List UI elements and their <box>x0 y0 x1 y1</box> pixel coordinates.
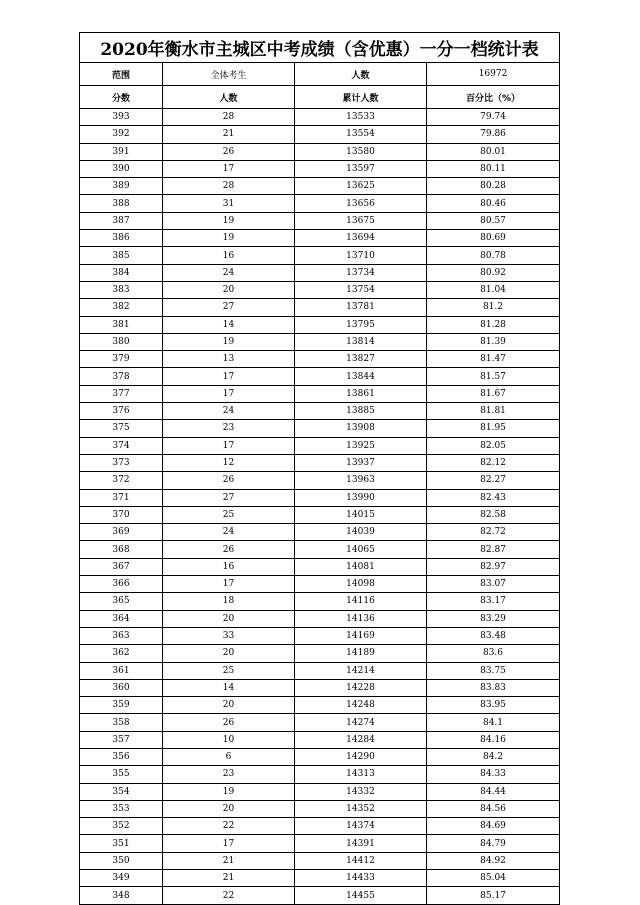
cell-percent: 82.97 <box>427 558 560 575</box>
cell-score: 370 <box>80 506 163 523</box>
score-distribution-table <box>79 32 560 905</box>
cell-score: 390 <box>80 160 163 177</box>
table-row <box>80 887 560 904</box>
cell-count: 23 <box>163 766 295 783</box>
table-row <box>80 731 560 748</box>
cell-percent: 80.28 <box>427 178 560 195</box>
cell-score: 385 <box>80 247 163 264</box>
cell-cumulative: 14189 <box>295 645 427 662</box>
cell-percent: 83.83 <box>427 679 560 696</box>
range-label: 范围 <box>80 63 163 86</box>
cell-cumulative: 13656 <box>295 195 427 212</box>
cell-score: 393 <box>80 109 163 126</box>
cell-score: 350 <box>80 852 163 869</box>
table-row <box>80 870 560 887</box>
cell-percent: 82.12 <box>427 454 560 471</box>
cell-count: 22 <box>163 887 295 904</box>
title-row <box>80 33 560 63</box>
cell-score: 354 <box>80 783 163 800</box>
cell-score: 387 <box>80 212 163 229</box>
cell-percent: 79.74 <box>427 109 560 126</box>
cell-cumulative: 14169 <box>295 627 427 644</box>
cell-count: 19 <box>163 333 295 350</box>
cell-count: 21 <box>163 852 295 869</box>
cell-count: 17 <box>163 437 295 454</box>
column-header-score: 分数 <box>80 86 163 109</box>
cell-cumulative: 14374 <box>295 818 427 835</box>
table-row <box>80 714 560 731</box>
table-row <box>80 385 560 402</box>
cell-cumulative: 13861 <box>295 385 427 402</box>
cell-percent: 84.1 <box>427 714 560 731</box>
cell-percent: 82.87 <box>427 541 560 558</box>
cell-percent: 84.79 <box>427 835 560 852</box>
cell-score: 391 <box>80 143 163 160</box>
cell-percent: 82.05 <box>427 437 560 454</box>
cell-percent: 84.2 <box>427 748 560 765</box>
column-header-cumulative: 累计人数 <box>295 86 427 109</box>
table-row <box>80 264 560 281</box>
cell-score: 364 <box>80 610 163 627</box>
table-title: 2020年衡水市主城区中考成绩（含优惠）一分一档统计表 <box>80 33 560 63</box>
table-row <box>80 403 560 420</box>
cell-percent: 84.56 <box>427 800 560 817</box>
cell-percent: 85.04 <box>427 870 560 887</box>
cell-cumulative: 14313 <box>295 766 427 783</box>
cell-count: 13 <box>163 351 295 368</box>
cell-cumulative: 13827 <box>295 351 427 368</box>
table-row <box>80 437 560 454</box>
cell-percent: 81.2 <box>427 299 560 316</box>
cell-percent: 80.78 <box>427 247 560 264</box>
table-row <box>80 178 560 195</box>
cell-count: 22 <box>163 818 295 835</box>
cell-score: 355 <box>80 766 163 783</box>
cell-count: 24 <box>163 524 295 541</box>
table-row <box>80 627 560 644</box>
cell-count: 18 <box>163 593 295 610</box>
cell-percent: 83.6 <box>427 645 560 662</box>
cell-cumulative: 14136 <box>295 610 427 627</box>
cell-count: 25 <box>163 662 295 679</box>
table-row <box>80 126 560 143</box>
cell-cumulative: 13925 <box>295 437 427 454</box>
cell-percent: 80.01 <box>427 143 560 160</box>
table-row <box>80 489 560 506</box>
cell-score: 373 <box>80 454 163 471</box>
cell-percent: 83.75 <box>427 662 560 679</box>
cell-count: 27 <box>163 489 295 506</box>
table-row <box>80 524 560 541</box>
table-row <box>80 316 560 333</box>
cell-cumulative: 13554 <box>295 126 427 143</box>
cell-cumulative: 13625 <box>295 178 427 195</box>
cell-cumulative: 13580 <box>295 143 427 160</box>
cell-count: 20 <box>163 697 295 714</box>
cell-percent: 79.86 <box>427 126 560 143</box>
cell-cumulative: 13963 <box>295 472 427 489</box>
table-row <box>80 160 560 177</box>
cell-score: 379 <box>80 351 163 368</box>
cell-cumulative: 14015 <box>295 506 427 523</box>
cell-count: 26 <box>163 143 295 160</box>
cell-score: 384 <box>80 264 163 281</box>
cell-count: 20 <box>163 610 295 627</box>
cell-percent: 81.39 <box>427 333 560 350</box>
cell-count: 27 <box>163 299 295 316</box>
cell-percent: 85.17 <box>427 887 560 904</box>
table-row <box>80 247 560 264</box>
cell-cumulative: 13710 <box>295 247 427 264</box>
cell-cumulative: 13694 <box>295 230 427 247</box>
cell-score: 381 <box>80 316 163 333</box>
cell-score: 383 <box>80 281 163 298</box>
cell-percent: 81.28 <box>427 316 560 333</box>
count-label: 人数 <box>295 63 427 86</box>
range-value: 全体考生 <box>163 63 295 86</box>
cell-count: 24 <box>163 403 295 420</box>
cell-score: 360 <box>80 679 163 696</box>
table-row <box>80 230 560 247</box>
cell-cumulative: 14332 <box>295 783 427 800</box>
cell-percent: 81.67 <box>427 385 560 402</box>
table-row <box>80 420 560 437</box>
cell-count: 19 <box>163 783 295 800</box>
cell-count: 25 <box>163 506 295 523</box>
cell-cumulative: 13844 <box>295 368 427 385</box>
cell-count: 24 <box>163 264 295 281</box>
cell-percent: 80.46 <box>427 195 560 212</box>
cell-percent: 84.69 <box>427 818 560 835</box>
cell-cumulative: 13734 <box>295 264 427 281</box>
meta-row <box>80 63 560 86</box>
cell-cumulative: 13754 <box>295 281 427 298</box>
cell-percent: 83.17 <box>427 593 560 610</box>
column-header-count: 人数 <box>163 86 295 109</box>
cell-score: 363 <box>80 627 163 644</box>
cell-count: 17 <box>163 835 295 852</box>
cell-cumulative: 14352 <box>295 800 427 817</box>
cell-count: 14 <box>163 316 295 333</box>
table-row <box>80 506 560 523</box>
cell-count: 20 <box>163 800 295 817</box>
cell-percent: 84.92 <box>427 852 560 869</box>
cell-count: 26 <box>163 472 295 489</box>
cell-percent: 81.95 <box>427 420 560 437</box>
table-row <box>80 697 560 714</box>
cell-count: 20 <box>163 645 295 662</box>
cell-cumulative: 13781 <box>295 299 427 316</box>
cell-percent: 83.48 <box>427 627 560 644</box>
cell-percent: 84.44 <box>427 783 560 800</box>
table-row <box>80 766 560 783</box>
cell-cumulative: 13533 <box>295 109 427 126</box>
cell-count: 26 <box>163 714 295 731</box>
cell-score: 349 <box>80 870 163 887</box>
cell-count: 33 <box>163 627 295 644</box>
table-row <box>80 212 560 229</box>
table-row <box>80 109 560 126</box>
cell-cumulative: 14248 <box>295 697 427 714</box>
table-row <box>80 662 560 679</box>
count-value: 16972 <box>427 63 560 86</box>
cell-cumulative: 13795 <box>295 316 427 333</box>
cell-score: 365 <box>80 593 163 610</box>
cell-cumulative: 14433 <box>295 870 427 887</box>
cell-percent: 83.95 <box>427 697 560 714</box>
cell-cumulative: 14274 <box>295 714 427 731</box>
cell-percent: 82.72 <box>427 524 560 541</box>
table-row <box>80 368 560 385</box>
table-row <box>80 143 560 160</box>
cell-score: 359 <box>80 697 163 714</box>
cell-count: 12 <box>163 454 295 471</box>
table-row <box>80 645 560 662</box>
table-row <box>80 748 560 765</box>
cell-score: 392 <box>80 126 163 143</box>
cell-cumulative: 14412 <box>295 852 427 869</box>
cell-percent: 84.33 <box>427 766 560 783</box>
cell-cumulative: 14284 <box>295 731 427 748</box>
cell-cumulative: 14455 <box>295 887 427 904</box>
cell-count: 17 <box>163 368 295 385</box>
cell-count: 21 <box>163 126 295 143</box>
cell-cumulative: 13885 <box>295 403 427 420</box>
cell-count: 10 <box>163 731 295 748</box>
cell-cumulative: 14039 <box>295 524 427 541</box>
cell-percent: 80.69 <box>427 230 560 247</box>
column-header-percent: 百分比（%） <box>427 86 560 109</box>
table-row <box>80 454 560 471</box>
cell-cumulative: 13990 <box>295 489 427 506</box>
table-row <box>80 472 560 489</box>
cell-score: 353 <box>80 800 163 817</box>
cell-count: 17 <box>163 160 295 177</box>
cell-percent: 81.47 <box>427 351 560 368</box>
cell-percent: 80.92 <box>427 264 560 281</box>
cell-score: 388 <box>80 195 163 212</box>
table-row <box>80 576 560 593</box>
cell-score: 376 <box>80 403 163 420</box>
cell-score: 348 <box>80 887 163 904</box>
cell-score: 357 <box>80 731 163 748</box>
table-row <box>80 783 560 800</box>
cell-count: 21 <box>163 870 295 887</box>
cell-percent: 84.16 <box>427 731 560 748</box>
table-row <box>80 679 560 696</box>
cell-cumulative: 14065 <box>295 541 427 558</box>
cell-percent: 80.57 <box>427 212 560 229</box>
table-row <box>80 333 560 350</box>
table-row <box>80 351 560 368</box>
cell-score: 367 <box>80 558 163 575</box>
cell-cumulative: 14391 <box>295 835 427 852</box>
cell-score: 372 <box>80 472 163 489</box>
cell-count: 17 <box>163 385 295 402</box>
table-row <box>80 818 560 835</box>
table-row <box>80 558 560 575</box>
cell-score: 380 <box>80 333 163 350</box>
cell-count: 20 <box>163 281 295 298</box>
table-row <box>80 593 560 610</box>
cell-percent: 83.29 <box>427 610 560 627</box>
cell-cumulative: 13597 <box>295 160 427 177</box>
cell-cumulative: 13937 <box>295 454 427 471</box>
table-body <box>80 33 560 905</box>
cell-score: 386 <box>80 230 163 247</box>
cell-score: 366 <box>80 576 163 593</box>
cell-score: 377 <box>80 385 163 402</box>
table-row <box>80 299 560 316</box>
cell-cumulative: 13908 <box>295 420 427 437</box>
cell-score: 378 <box>80 368 163 385</box>
cell-score: 368 <box>80 541 163 558</box>
cell-score: 382 <box>80 299 163 316</box>
cell-percent: 80.11 <box>427 160 560 177</box>
cell-count: 31 <box>163 195 295 212</box>
cell-score: 352 <box>80 818 163 835</box>
cell-cumulative: 14116 <box>295 593 427 610</box>
cell-percent: 82.43 <box>427 489 560 506</box>
cell-cumulative: 13675 <box>295 212 427 229</box>
cell-percent: 81.04 <box>427 281 560 298</box>
cell-cumulative: 14214 <box>295 662 427 679</box>
column-header-row <box>80 86 560 109</box>
cell-score: 361 <box>80 662 163 679</box>
cell-percent: 83.07 <box>427 576 560 593</box>
cell-count: 16 <box>163 247 295 264</box>
cell-score: 351 <box>80 835 163 852</box>
cell-cumulative: 14290 <box>295 748 427 765</box>
cell-cumulative: 14228 <box>295 679 427 696</box>
cell-score: 356 <box>80 748 163 765</box>
table-row <box>80 835 560 852</box>
cell-count: 28 <box>163 178 295 195</box>
cell-score: 389 <box>80 178 163 195</box>
cell-percent: 81.57 <box>427 368 560 385</box>
cell-percent: 82.27 <box>427 472 560 489</box>
cell-cumulative: 14081 <box>295 558 427 575</box>
cell-score: 369 <box>80 524 163 541</box>
table-row <box>80 541 560 558</box>
cell-count: 17 <box>163 576 295 593</box>
table-row <box>80 281 560 298</box>
cell-score: 362 <box>80 645 163 662</box>
cell-cumulative: 13814 <box>295 333 427 350</box>
cell-count: 28 <box>163 109 295 126</box>
table-row <box>80 195 560 212</box>
table-row <box>80 852 560 869</box>
cell-count: 6 <box>163 748 295 765</box>
cell-count: 16 <box>163 558 295 575</box>
cell-count: 19 <box>163 230 295 247</box>
cell-score: 374 <box>80 437 163 454</box>
table-row <box>80 800 560 817</box>
cell-count: 26 <box>163 541 295 558</box>
table-row <box>80 610 560 627</box>
cell-score: 371 <box>80 489 163 506</box>
cell-score: 358 <box>80 714 163 731</box>
cell-percent: 81.81 <box>427 403 560 420</box>
cell-count: 14 <box>163 679 295 696</box>
cell-count: 19 <box>163 212 295 229</box>
cell-score: 375 <box>80 420 163 437</box>
cell-cumulative: 14098 <box>295 576 427 593</box>
cell-count: 23 <box>163 420 295 437</box>
cell-percent: 82.58 <box>427 506 560 523</box>
